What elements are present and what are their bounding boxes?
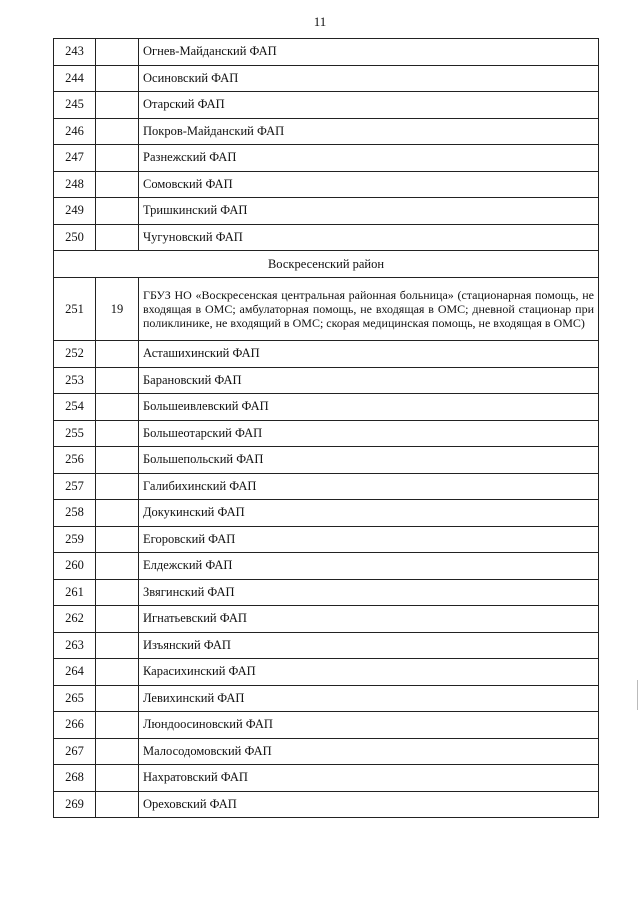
facility-name: Докукинский ФАП xyxy=(139,500,599,527)
facility-name: Елдежский ФАП xyxy=(139,553,599,580)
table-row xyxy=(54,685,599,712)
facility-name: ГБУЗ НО «Воскресенская центральная районная больница» (стационарная помощь, не входящая в ОМС; амбулаторная помощь, не входящая в ОМС; дневной стационар при поликлинике, не входящий в ОМС; скорая медицинская помощь, не входящая в ОМС) xyxy=(139,278,599,341)
row-number: 253 xyxy=(54,367,96,394)
row-code xyxy=(96,632,139,659)
facility-name: Изъянский ФАП xyxy=(139,632,599,659)
row-number: 267 xyxy=(54,738,96,765)
table-row xyxy=(54,145,599,172)
section-group xyxy=(54,251,599,278)
row-number: 264 xyxy=(54,659,96,686)
row-number: 260 xyxy=(54,553,96,580)
row-number: 268 xyxy=(54,765,96,792)
facility-name: Карасихинский ФАП xyxy=(139,659,599,686)
row-code xyxy=(96,526,139,553)
table-row xyxy=(54,606,599,633)
facility-name: Звягинский ФАП xyxy=(139,579,599,606)
page-number: 11 xyxy=(313,14,327,29)
table-row xyxy=(54,118,599,145)
table-row xyxy=(54,341,599,368)
table-row xyxy=(54,278,599,341)
row-number: 251 xyxy=(54,278,96,341)
row-number: 255 xyxy=(54,420,96,447)
table-row xyxy=(54,39,599,66)
row-code xyxy=(96,39,139,66)
scan-edge-mark xyxy=(637,680,638,710)
facility-name: Нахратовский ФАП xyxy=(139,765,599,792)
facility-name: Асташихинский ФАП xyxy=(139,341,599,368)
row-number: 254 xyxy=(54,394,96,421)
facility-name: Большеотарский ФАП xyxy=(139,420,599,447)
row-code: 19 xyxy=(96,278,139,341)
row-code xyxy=(96,65,139,92)
row-number: 257 xyxy=(54,473,96,500)
table-row xyxy=(54,92,599,119)
facility-name: Большепольский ФАП xyxy=(139,447,599,474)
row-code xyxy=(96,500,139,527)
row-code xyxy=(96,447,139,474)
row-code xyxy=(96,659,139,686)
row-code xyxy=(96,92,139,119)
section-row xyxy=(54,251,599,278)
facility-name: Малосодомовский ФАП xyxy=(139,738,599,765)
table-row xyxy=(54,553,599,580)
row-number: 258 xyxy=(54,500,96,527)
row-code xyxy=(96,118,139,145)
row-number: 259 xyxy=(54,526,96,553)
row-code xyxy=(96,765,139,792)
table-row xyxy=(54,367,599,394)
table-row xyxy=(54,526,599,553)
table-row xyxy=(54,473,599,500)
facility-name: Игнатьевский ФАП xyxy=(139,606,599,633)
row-number: 263 xyxy=(54,632,96,659)
facility-name: Егоровский ФАП xyxy=(139,526,599,553)
table-row xyxy=(54,171,599,198)
row-code xyxy=(96,579,139,606)
table-row xyxy=(54,579,599,606)
section-title: Воскресенский район xyxy=(54,251,599,278)
row-number: 262 xyxy=(54,606,96,633)
row-number: 249 xyxy=(54,198,96,225)
row-number: 250 xyxy=(54,224,96,251)
row-number: 266 xyxy=(54,712,96,739)
row-number: 269 xyxy=(54,791,96,818)
row-code xyxy=(96,791,139,818)
row-code xyxy=(96,553,139,580)
facility-name: Сомовский ФАП xyxy=(139,171,599,198)
table-row xyxy=(54,198,599,225)
rows-after xyxy=(54,278,599,818)
table-row xyxy=(54,394,599,421)
row-code xyxy=(96,224,139,251)
facility-name: Галибихинский ФАП xyxy=(139,473,599,500)
row-code xyxy=(96,394,139,421)
table-row xyxy=(54,659,599,686)
row-number: 247 xyxy=(54,145,96,172)
row-code xyxy=(96,420,139,447)
facility-name: Барановский ФАП xyxy=(139,367,599,394)
row-code xyxy=(96,685,139,712)
table-row xyxy=(54,738,599,765)
row-number: 265 xyxy=(54,685,96,712)
table-row xyxy=(54,712,599,739)
facility-name: Ореховский ФАП xyxy=(139,791,599,818)
row-code xyxy=(96,145,139,172)
row-code xyxy=(96,473,139,500)
facility-name: Люндоосиновский ФАП xyxy=(139,712,599,739)
row-code xyxy=(96,712,139,739)
row-code xyxy=(96,341,139,368)
row-number: 246 xyxy=(54,118,96,145)
row-number: 256 xyxy=(54,447,96,474)
table-row xyxy=(54,420,599,447)
facility-name: Отарский ФАП xyxy=(139,92,599,119)
row-code xyxy=(96,606,139,633)
rows-before xyxy=(54,39,599,251)
facility-name: Чугуновский ФАП xyxy=(139,224,599,251)
facility-name: Большеивлевский ФАП xyxy=(139,394,599,421)
table-row xyxy=(54,447,599,474)
table-row xyxy=(54,791,599,818)
facility-name: Тришкинский ФАП xyxy=(139,198,599,225)
facility-table xyxy=(53,38,599,818)
table-row xyxy=(54,65,599,92)
row-code xyxy=(96,198,139,225)
row-number: 248 xyxy=(54,171,96,198)
row-number: 252 xyxy=(54,341,96,368)
facility-name: Разнежский ФАП xyxy=(139,145,599,172)
facility-name: Покров-Майданский ФАП xyxy=(139,118,599,145)
row-number: 244 xyxy=(54,65,96,92)
facility-name: Огнев-Майданский ФАП xyxy=(139,39,599,66)
table-row xyxy=(54,224,599,251)
facility-name: Осиновский ФАП xyxy=(139,65,599,92)
row-number: 245 xyxy=(54,92,96,119)
row-number: 243 xyxy=(54,39,96,66)
row-code xyxy=(96,367,139,394)
facility-name: Левихинский ФАП xyxy=(139,685,599,712)
table-row xyxy=(54,765,599,792)
table-row xyxy=(54,500,599,527)
row-code xyxy=(96,738,139,765)
table-row xyxy=(54,632,599,659)
row-number: 261 xyxy=(54,579,96,606)
row-code xyxy=(96,171,139,198)
